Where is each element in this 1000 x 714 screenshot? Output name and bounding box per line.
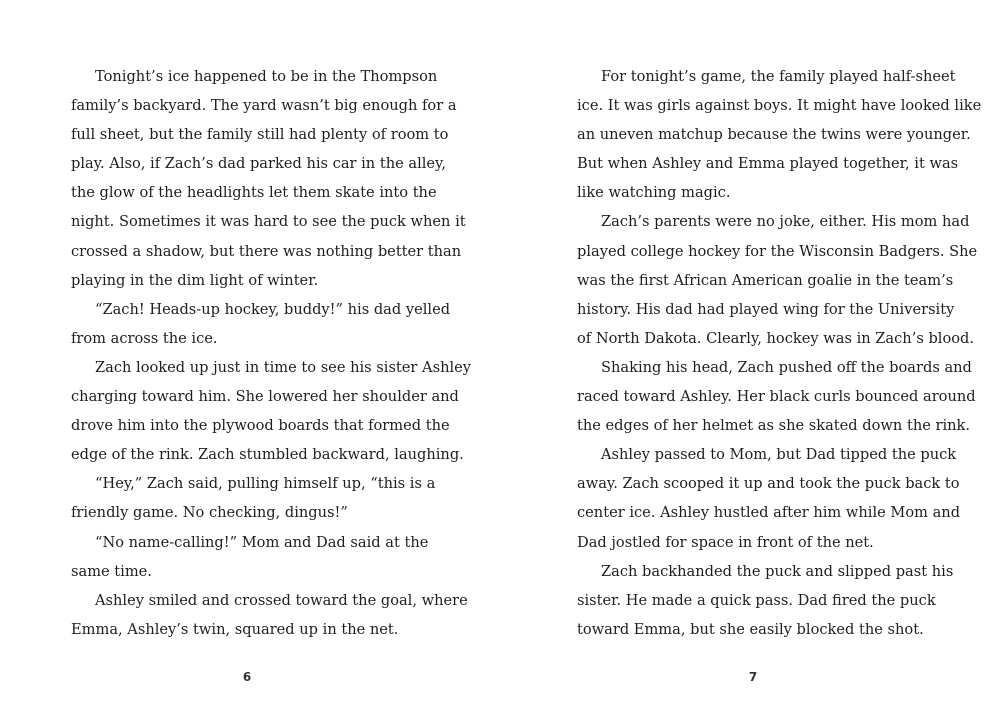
text-line: the glow of the headlights let them skate into the — [71, 184, 437, 202]
right-page-number: 7 — [748, 670, 758, 684]
text-line: night. Sometimes it was hard to see the puck when it — [71, 213, 466, 231]
text-line: family’s backyard. The yard wasn’t big enough for a — [71, 97, 457, 115]
text-line: like watching magic. — [577, 184, 731, 202]
text-line: raced toward Ashley. Her black curls bounced around — [577, 388, 976, 406]
text-line: toward Emma, but she easily blocked the shot. — [577, 620, 924, 638]
text-line: the edges of her helmet as she skated down the rink. — [577, 417, 971, 435]
text-line: play. Also, if Zach’s dad parked his car in the alley, — [71, 155, 446, 173]
text-line: played college hockey for the Wisconsin Badgers. She — [577, 242, 978, 260]
text-line: Zach looked up just in time to see his sister Ashley — [95, 358, 472, 376]
text-line: crossed a shadow, but there was nothing better than — [71, 242, 462, 260]
text-line: Tonight’s ice happened to be in the Thompson — [95, 68, 438, 85]
text-line: charging toward him. She lowered her shoulder and — [71, 388, 459, 406]
text-line: But when Ashley and Emma played together, it was — [577, 155, 959, 173]
text-line: Zach backhanded the puck and slipped past his — [601, 562, 954, 580]
text-line: drove him into the plywood boards that formed the — [71, 417, 450, 435]
text-line: Emma, Ashley’s twin, squared up in the net. — [71, 620, 399, 638]
text-line: playing in the dim light of winter. — [71, 271, 319, 289]
text-line: Zach’s parents were no joke, either. His mom had — [601, 213, 970, 231]
text-line: Shaking his head, Zach pushed off the boards and — [601, 358, 972, 376]
left-page-body — [71, 62, 472, 644]
text-line: “No name-calling!” Mom and Dad said at the — [95, 533, 429, 551]
text-line: of North Dakota. Clearly, hockey was in Zach’s blood. — [577, 329, 975, 347]
text-line: from across the ice. — [71, 329, 218, 347]
text-line: sister. He made a quick pass. Dad fired the puck — [577, 591, 936, 609]
text-line: was the first African American goalie in the team’s — [577, 271, 954, 289]
text-line: “Zach! Heads-up hockey, buddy!” his dad yelled — [95, 300, 451, 318]
text-line: Ashley smiled and crossed toward the goal, where — [95, 591, 468, 609]
text-line: an uneven matchup because the twins were younger. — [577, 126, 971, 144]
text-line: For tonight’s game, the family played half-sheet — [601, 68, 956, 85]
text-line: history. His dad had played wing for the University — [577, 300, 955, 318]
text-line: same time. — [71, 562, 152, 580]
text-line: “Hey,” Zach said, pulling himself up, “this is a — [95, 475, 436, 493]
text-line: away. Zach scooped it up and took the puck back to — [577, 475, 960, 493]
text-line: ice. It was girls against boys. It might have looked like — [577, 97, 982, 115]
text-line: edge of the rink. Zach stumbled backward, laughing. — [71, 446, 464, 464]
text-line: full sheet, but the family still had plenty of room to — [71, 126, 449, 144]
right-page-body — [577, 62, 982, 644]
text-line: friendly game. No checking, dingus!” — [71, 504, 348, 522]
text-line: Dad jostled for space in front of the net. — [577, 533, 874, 551]
text-line: center ice. Ashley hustled after him while Mom and — [577, 504, 961, 522]
text-line: Ashley passed to Mom, but Dad tipped the puck — [601, 446, 957, 464]
left-page-number: 6 — [242, 670, 252, 684]
